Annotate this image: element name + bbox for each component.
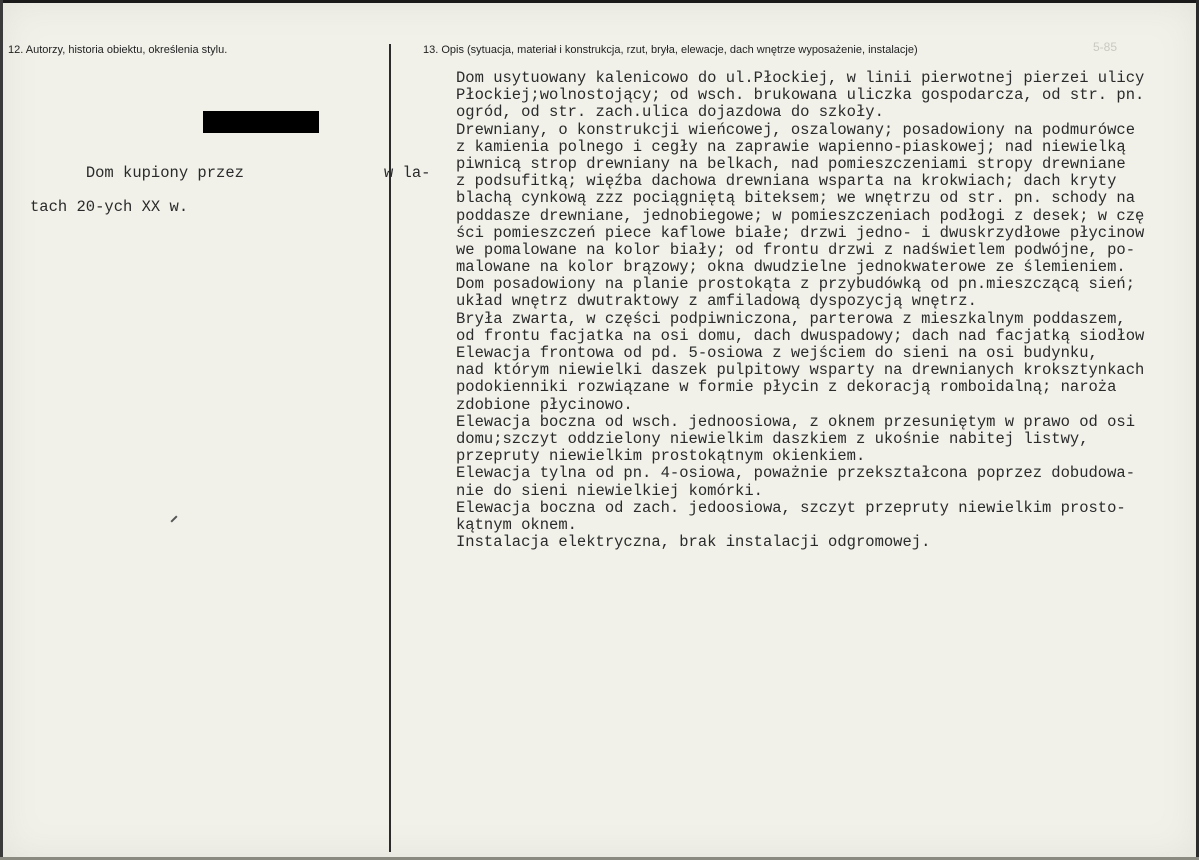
description-line: od frontu facjatka na osi domu, dach dwuspadowy; dach nad facjatką siodłow (456, 327, 1145, 345)
description-line: Instalacja elektryczna, brak instalacji odgromowej. (456, 534, 931, 552)
description-line: z kamienia polnego i cegły na zaprawie wapienno-piaskowej; nad niewielką (456, 138, 1126, 156)
description-line: Elewacja boczna od wsch. jednoosiowa, z oknem przesuniętym w prawo od osi (456, 413, 1136, 431)
description-line: Dom usytuowany kalenicowo do ul.Płockiej, w linii pierwotnej pierzei ulicy (456, 70, 1145, 87)
description-line: Płockiej;wolnostojący; od wsch. brukowana uliczka gospodarcza, od str. pn. (456, 87, 1145, 105)
description-line: Bryła zwarta, w części podpiwniczona, parterowa z mieszkalnym poddaszem, (456, 310, 1126, 328)
history-line-2: tach 20-ych XX w. (30, 198, 189, 216)
section-12-header: 12. Autorzy, historia obiektu, określenia stylu. (8, 44, 228, 56)
description-line: we pomalowane na kolor biały; od frontu drzwi z nadświetlem podwójne, po- (456, 241, 1136, 259)
stray-pen-mark (170, 515, 177, 522)
description-line: przepruty niewielkim prostokątnym okienkiem. (456, 448, 866, 466)
description-line: blachą cynkową zzz pociągniętą biteksem; we wnętrzu od str. pn. schody na (456, 190, 1136, 208)
description-line: ogród, od str. zach.ulica dojazdowa do szkoły. (456, 104, 884, 122)
description-line: z podsufitką; więźba dachowa drewniana wsparta na krokwiach; dach kryty (456, 173, 1117, 191)
description-line: kątnym oknem. (456, 516, 577, 534)
history-line-1-end: w la- (383, 163, 431, 182)
description-line: Elewacja tylna od pn. 4-osiowa, poważnie przekształcona poprzez dobudowa- (456, 465, 1136, 483)
description-line: Elewacja frontowa od pd. 5-osiowa z wejściem do sieni na osi budynku, (456, 345, 1098, 362)
description-line: Dom posadowiony na planie prostokąta z przybudówką od pn.mieszczącą sień; (456, 276, 1136, 294)
history-line-1-start: Dom kupiony przez (85, 163, 244, 182)
description-line: poddasze drewniane, jednobiegowe; w pomieszczeniach podłogi z desek; w czę (456, 207, 1145, 225)
description-line: Drewniany, o konstrukcji wieńcowej, oszalowany; posadowiony na podmurówce (456, 121, 1136, 139)
description-line: malowane na kolor brązowy; okna dwudzielne jednokwaterowe ze ślemieniem. (456, 259, 1126, 277)
faint-corner-number: 5-85 (1093, 40, 1118, 54)
description-text (456, 70, 1196, 551)
redacted-name-bar (203, 111, 319, 133)
history-line-1 (30, 147, 431, 182)
description-line: piwnicą strop drewniany na belkach, nad pomieszczeniami stropy drewniane (456, 155, 1126, 173)
description-line: zdobione płycinowo. (456, 396, 633, 414)
description-line: domu;szczyt oddzielony niewielkim daszkiem z ukośnie nabitej listwy, (456, 430, 1089, 448)
card-top-edge (0, 0, 1199, 3)
section-13-header: 13. Opis (sytuacja, materiał i konstrukcja, rzut, bryła, elewacje, dach wnętrze wyposażenie, instalacje) (423, 44, 918, 56)
description-line: nie do sieni niewielkiej komórki. (456, 482, 763, 500)
description-line: Elewacja boczna od zach. jedoosiowa, szczyt przepruty niewielkim prosto- (456, 499, 1126, 517)
description-line: nad którym niewielki daszek pulpitowy wsparty na drewnianych kroksztynkach (456, 362, 1145, 380)
card-left-edge (0, 0, 3, 860)
description-line: ści pomieszczeń piece kaflowe białe; drzwi jedno- i dwuskrzydłowe płycinow (456, 224, 1145, 242)
description-line: podokienniki rozwiązane w formie płycin z dekoracją romboidalną; naroża (456, 379, 1117, 397)
history-text (30, 113, 430, 251)
description-line: układ wnętrz dwutraktowy z amfiladową dyspozycją wnętrz. (456, 293, 977, 311)
